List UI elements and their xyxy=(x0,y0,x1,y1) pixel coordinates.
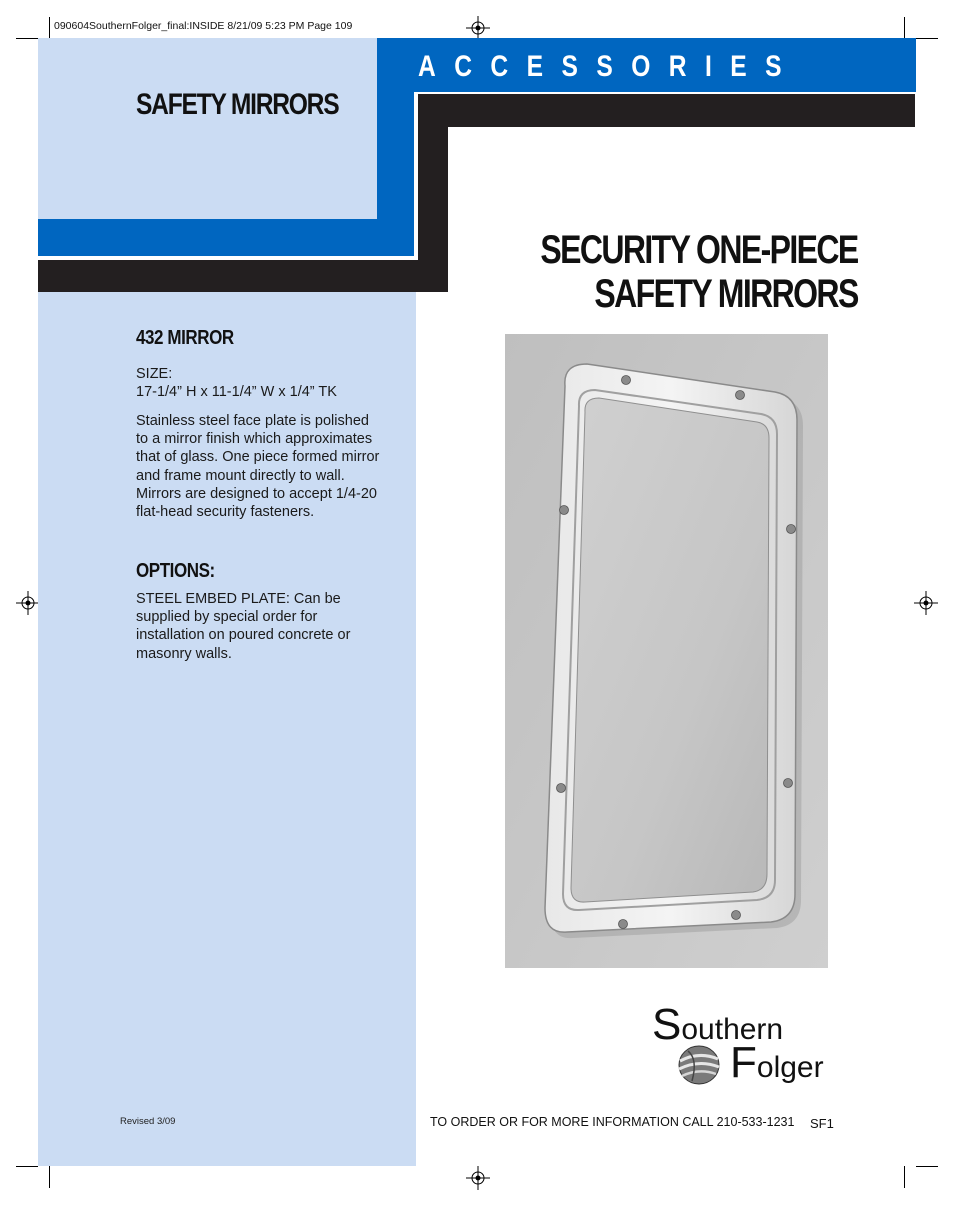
page-title-line-2: SAFETY MIRRORS xyxy=(594,272,858,316)
category-title: ACCESSORIES xyxy=(418,50,801,83)
logo-word-folger: olger xyxy=(756,1051,824,1084)
options-text: STEEL EMBED PLATE: Can be supplied by special order for installation on poured concrete or masonry walls. xyxy=(136,591,351,662)
registration-mark-top-icon xyxy=(466,16,490,40)
mirror-product-photo xyxy=(505,334,828,968)
registration-mark-bottom-icon xyxy=(466,1166,490,1190)
logo-initial-s: S xyxy=(652,1000,682,1049)
printer-slug-line: 090604SouthernFolger_final:INSIDE 8/21/09 5:23 PM Page 109 xyxy=(54,20,353,32)
logo-initial-f: F xyxy=(730,1038,757,1087)
options-heading: OPTIONS: xyxy=(136,560,215,582)
page-title-line-1: SECURITY ONE-PIECE xyxy=(540,228,858,272)
globe-icon xyxy=(676,1043,722,1087)
section-title: SAFETY MIRRORS xyxy=(136,88,339,121)
page-title xyxy=(541,228,858,316)
product-description: Stainless steel face plate is polished to a mirror finish which approximates that of glass. One piece formed mirror and frame mount directly to wall. Mirrors are designed to accept 1/4-20 flat-head security fasteners. xyxy=(136,413,380,521)
size-value: 17-1/4” H x 11-1/4” W x 1/4” TK xyxy=(136,384,337,400)
southern-folger-logo xyxy=(650,1000,840,1093)
registration-mark-right-icon xyxy=(914,591,938,615)
page-code: SF1 xyxy=(810,1116,834,1131)
product-heading: 432 MIRROR xyxy=(136,327,234,349)
size-label: SIZE: xyxy=(136,366,173,382)
black-band-bottom xyxy=(38,260,448,292)
blue-band-horizontal xyxy=(38,219,416,258)
order-info: TO ORDER OR FOR MORE INFORMATION CALL 210-533-1231 xyxy=(430,1115,795,1129)
black-band-top xyxy=(418,94,915,127)
revision-note: Revised 3/09 xyxy=(120,1116,176,1127)
logo-word-southern: outhern xyxy=(681,1013,784,1046)
registration-mark-left-icon xyxy=(16,591,40,615)
